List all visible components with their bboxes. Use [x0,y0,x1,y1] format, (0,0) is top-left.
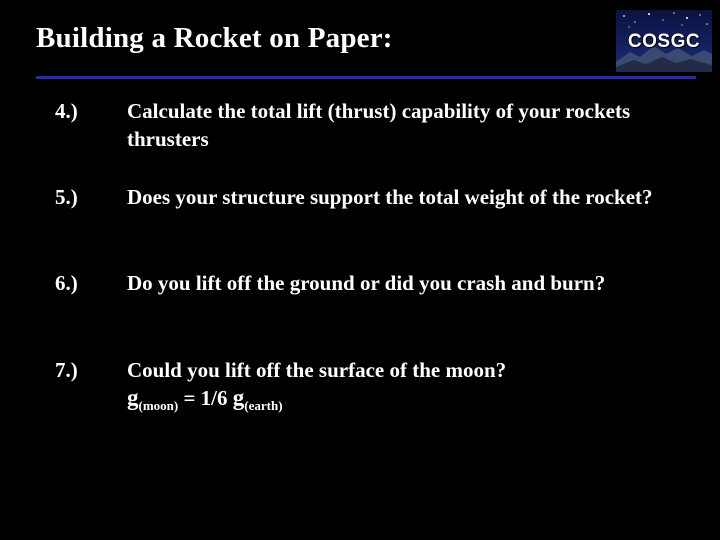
item-content [127,356,687,412]
gravity-formula [127,384,687,412]
item-text: Do you lift off the ground or did you crash and burn? [127,271,606,295]
item-number: 6.) [55,271,78,295]
slide-title: Building a Rocket on Paper: [36,22,393,54]
formula-lhs-symbol: g [127,385,139,410]
formula-lhs-subscript: (moon) [138,398,179,413]
formula-rhs-subscript: (earth) [244,398,283,413]
logo-text: COSGC [627,31,701,52]
item-text: Does your structure support the total weight of the rocket? [127,185,653,209]
item-text: Could you lift off the surface of the moon? [127,358,507,382]
title-underline [36,76,696,79]
formula-operator: = 1/6 [178,386,233,410]
formula-rhs-symbol: g [232,385,245,410]
item-number: 4.) [55,99,78,123]
item-number: 5.) [55,185,78,209]
item-text: Calculate the total lift (thrust) capability of your rockets thrusters [127,99,631,151]
item-number: 7.) [55,358,78,382]
cosgc-logo [616,10,712,72]
